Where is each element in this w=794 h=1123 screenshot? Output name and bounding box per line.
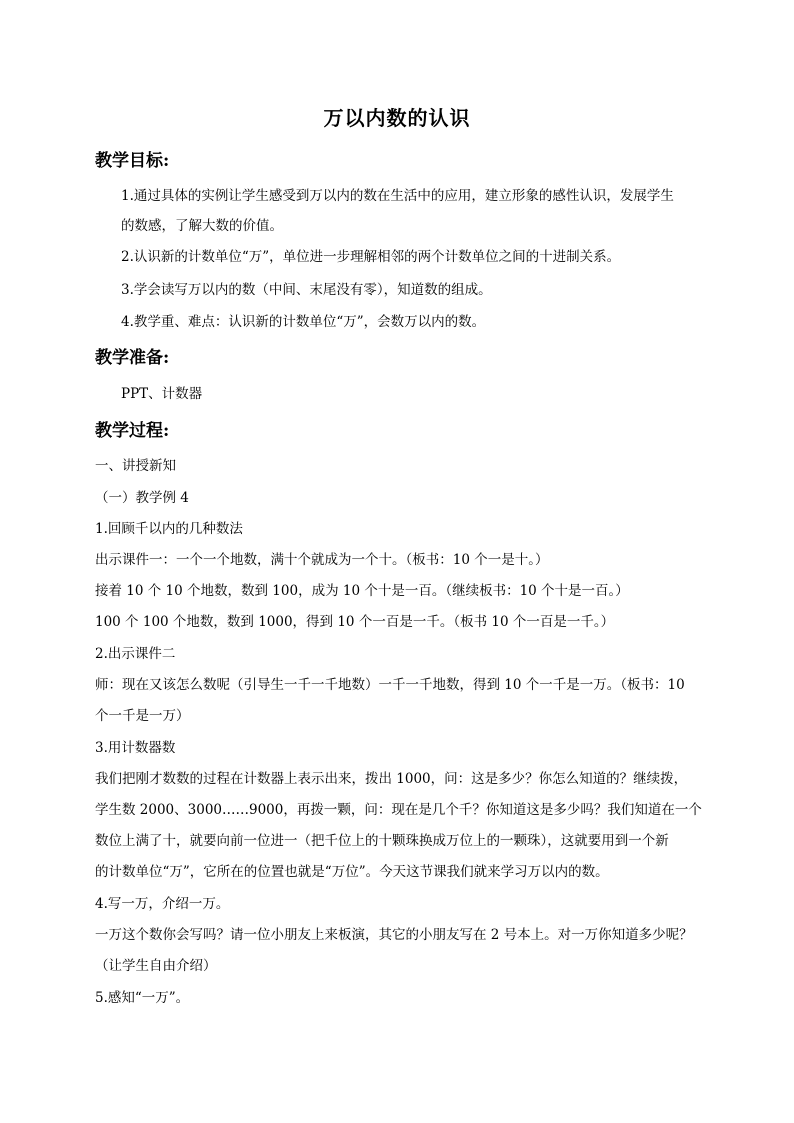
goal-line-4: 4.教学重、难点：认识新的计数单位“万”，会数万以内的数。 (121, 314, 486, 330)
process-line-18: 5.感知“一万”。 (95, 990, 190, 1006)
goal-line-1-cont: 的数感，了解大数的价值。 (121, 218, 283, 234)
heading-teaching-prep: 教学准备: (95, 348, 170, 368)
process-line-13: 数位上满了十，就要向前一位进一（把千位上的十颗珠换成万位上的一颗珠），这就要用到一个新 (95, 833, 669, 849)
goal-line-1: 1.通过具体的实例让学生感受到万以内的数在生活中的应用，建立形象的感性认识，发展学生 (121, 188, 674, 204)
process-line-16: 一万这个数你会写吗？请一位小朋友上来板演，其它的小朋友写在 2 号本上。对一万你知道多少呢？ (95, 927, 693, 943)
process-line-17: （让学生自由介绍） (95, 958, 217, 974)
process-line-5: 接着 10 个 10 个地数，数到 100，成为 10 个十是一百。（继续板书：10 个十是一百。） (95, 583, 629, 599)
process-line-7: 2.出示课件二 (95, 646, 176, 662)
heading-teaching-goals: 教学目标: (95, 151, 170, 171)
heading-teaching-process: 教学过程: (95, 421, 170, 441)
goal-line-3: 3.学会读写万以内的数（中间、末尾没有零），知道数的组成。 (121, 282, 492, 298)
process-line-3: 1.回顾千以内的几种数法 (95, 521, 243, 537)
document-title: 万以内数的认识 (323, 106, 471, 130)
process-line-12: 学生数 2000、3000……9000，再拨一颗，问：现在是几个千？你知道这是多少吗？我们知道在一个 (95, 802, 702, 818)
process-line-6: 100 个 100 个地数，数到 1000，得到 10 个一百是一千。（板书 10 个一百是一千。） (95, 614, 615, 630)
process-line-14: 的计数单位“万”，它所在的位置也就是“万位”。今天这节课我们就来学习万以内的数。 (95, 864, 609, 880)
process-line-4: 出示课件一：一个一个地数，满十个就成为一个十。（板书：10 个一是十。） (95, 552, 549, 568)
process-line-8: 师：现在又该怎么数呢（引导生一千一千地数）一千一千地数，得到 10 个一千是一万。（板书：10 (95, 677, 685, 693)
process-line-9: 个一千是一万） (95, 708, 190, 724)
process-line-10: 3.用计数器数 (95, 740, 176, 756)
process-line-11: 我们把刚才数数的过程在计数器上表示出来，拨出 1000，问：这是多少？你怎么知道的？继续拨， (95, 771, 688, 787)
goal-line-2: 2.认识新的计数单位“万”，单位进一步理解相邻的两个计数单位之间的十进制关系。 (121, 249, 621, 265)
process-line-1: 一、讲授新知 (95, 458, 176, 474)
process-line-2: （一）教学例 4 (95, 490, 189, 506)
process-line-15: 4.写一万，介绍一万。 (95, 896, 230, 912)
prep-line-1: PPT、计数器 (121, 386, 203, 402)
